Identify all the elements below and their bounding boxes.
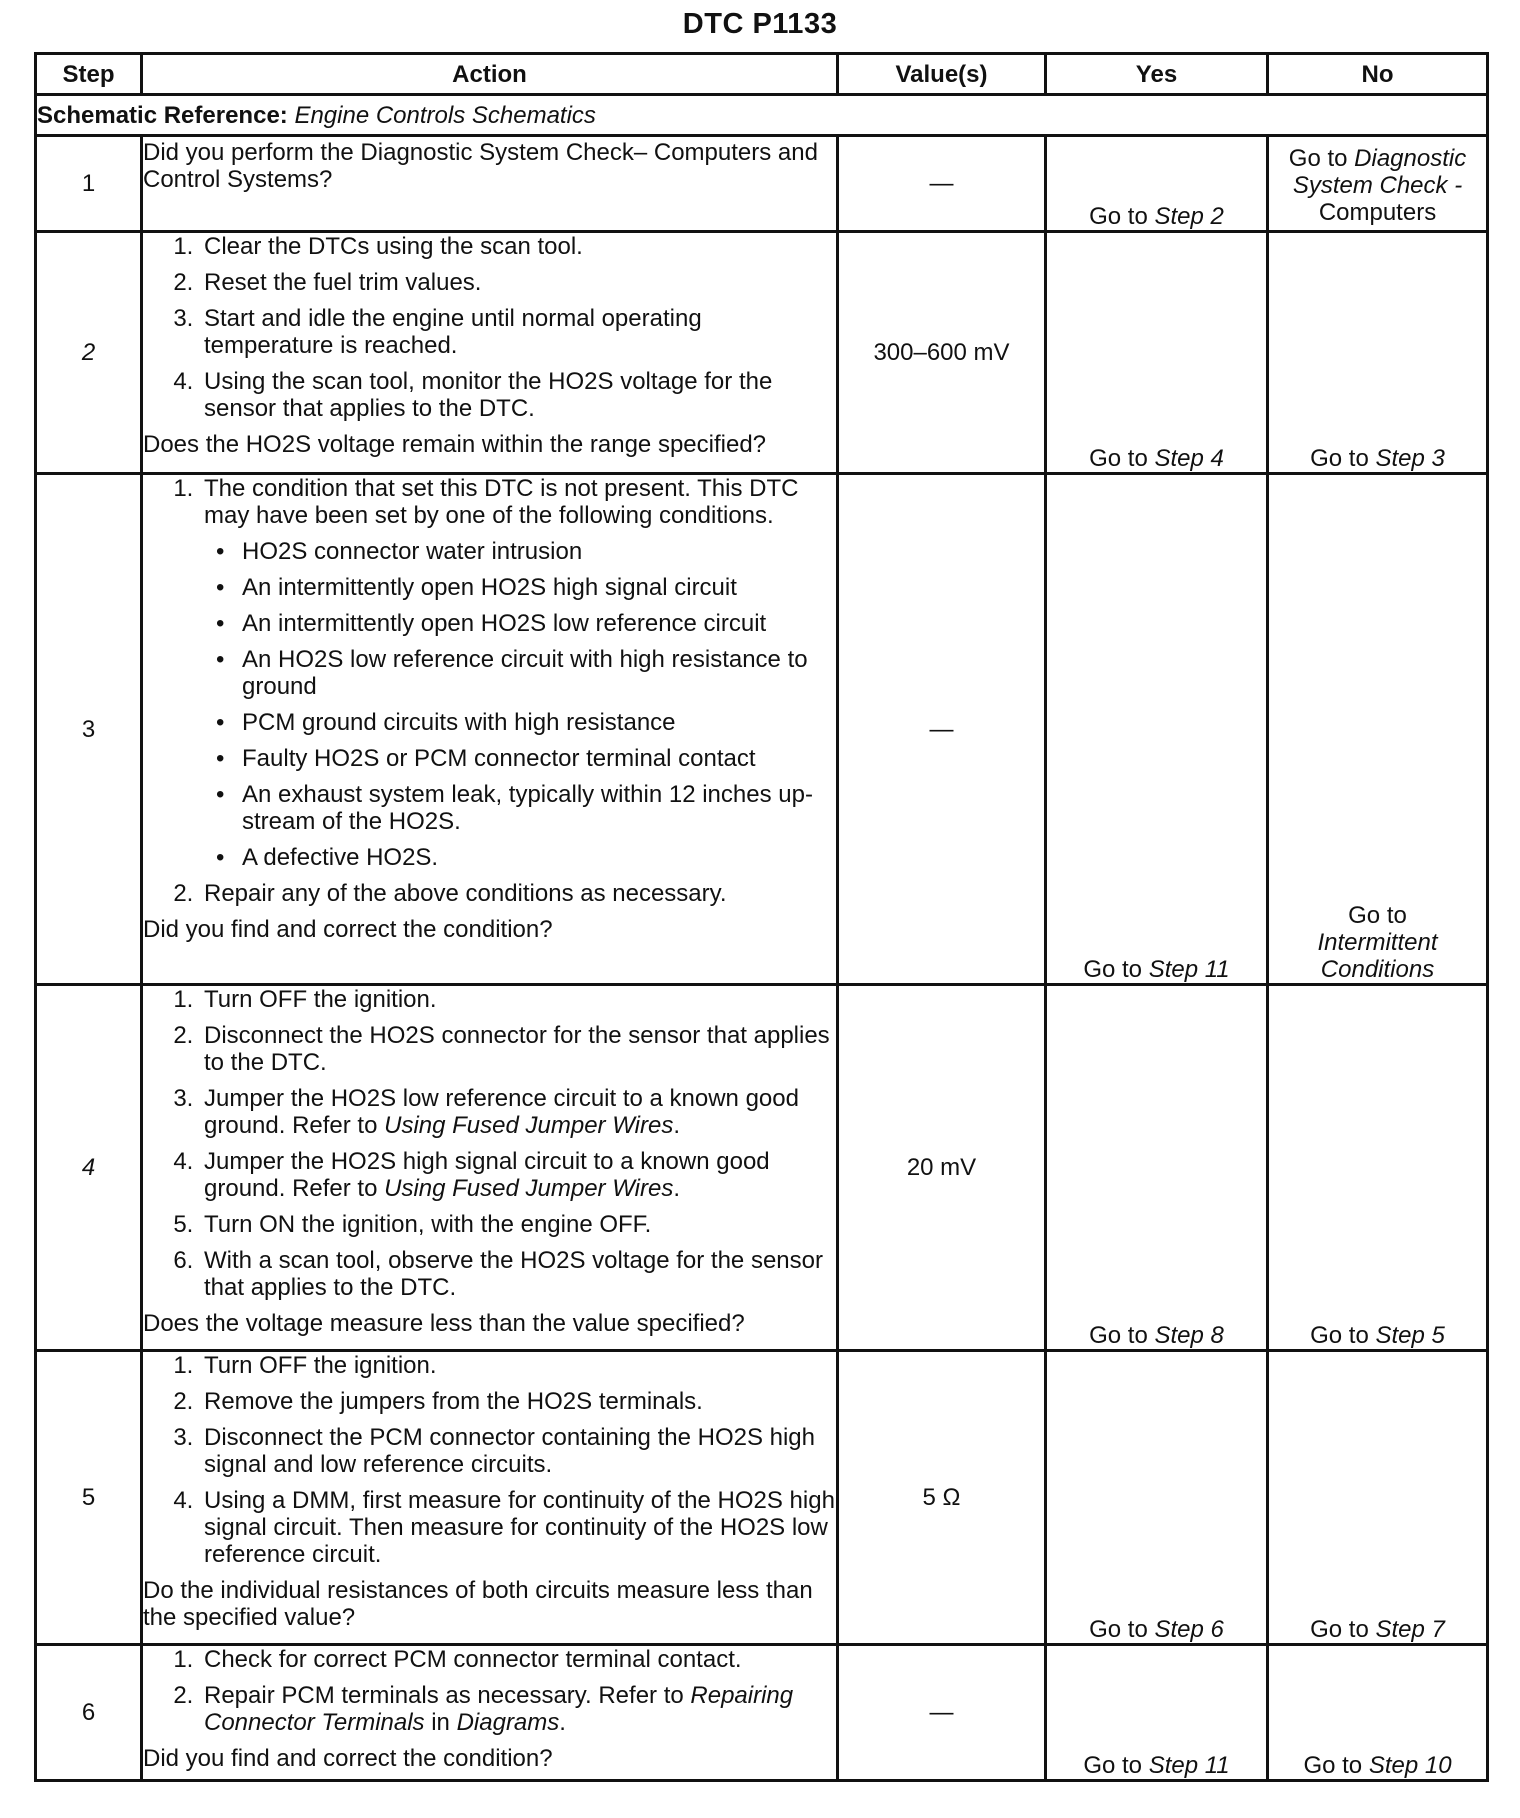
action-cell bbox=[142, 232, 838, 474]
condition-item: • Faulty HO2S or PCM connector terminal contact bbox=[238, 745, 836, 772]
action-item: 1. Turn OFF the ignition. bbox=[200, 986, 836, 1013]
condition-item: • A defective HO2S. bbox=[238, 844, 836, 871]
goto-step-link[interactable]: Step 2 bbox=[1154, 203, 1224, 230]
yes-cell bbox=[1046, 136, 1268, 232]
step-question: Did you perform the Diagnostic System Check– Computers and Control Systems? bbox=[143, 139, 818, 193]
schematic-reference-link[interactable]: Engine Controls Schematics bbox=[294, 101, 596, 129]
table-row bbox=[36, 136, 1488, 232]
header-row bbox=[36, 54, 1488, 95]
step-number: 4 bbox=[36, 985, 142, 1351]
action-item: 4. Jumper the HO2S high signal circuit to a known good ground. Refer to Using Fused Jumper Wires. bbox=[200, 1148, 836, 1202]
step-question: Does the HO2S voltage remain within the range specified? bbox=[143, 431, 767, 458]
step-number: 1 bbox=[36, 136, 142, 232]
reference-link[interactable]: Diagrams bbox=[456, 1709, 560, 1736]
action-item: 6. With a scan tool, observe the HO2S voltage for the sensor that applies to the DTC. bbox=[200, 1247, 836, 1301]
yes-cell bbox=[1046, 1351, 1268, 1645]
no-cell bbox=[1268, 1645, 1488, 1781]
action-item-text: Repair PCM terminals as necessary. Refer to bbox=[204, 1682, 684, 1709]
goto-diagnostic-system-check-link[interactable]: System Check - bbox=[1292, 172, 1463, 199]
schematic-reference-row bbox=[36, 95, 1488, 136]
header-values: Value(s) bbox=[838, 54, 1046, 95]
goto-intermittent-conditions-link[interactable]: Conditions bbox=[1320, 956, 1435, 983]
goto-intermittent-conditions-link[interactable]: Intermittent bbox=[1317, 929, 1438, 956]
value-cell: — bbox=[838, 1645, 1046, 1781]
goto-prefix: Go to bbox=[1083, 956, 1143, 983]
action-steps bbox=[143, 475, 836, 907]
action-item: 4. Using the scan tool, monitor the HO2S voltage for the sensor that applies to the DTC. bbox=[200, 368, 836, 422]
reference-link[interactable]: Repairing Connector Terminals bbox=[204, 1682, 794, 1736]
page-title: DTC P1133 bbox=[682, 8, 838, 40]
no-cell bbox=[1268, 1351, 1488, 1645]
step-number: 3 bbox=[36, 474, 142, 985]
yes-cell bbox=[1046, 474, 1268, 985]
step-question: Does the voltage measure less than the value specified? bbox=[143, 1310, 745, 1337]
condition-item: • An intermittently open HO2S high signal circuit bbox=[238, 574, 836, 601]
action-cell bbox=[142, 1351, 838, 1645]
action-item: 3. Jumper the HO2S low reference circuit to a known good ground. Refer to Using Fused Jumper Wires. bbox=[200, 1085, 836, 1139]
action-item-text: in bbox=[431, 1709, 450, 1736]
action-item bbox=[200, 475, 836, 871]
header-action: Action bbox=[142, 54, 838, 95]
action-item: 4. Using a DMM, first measure for continuity of the HO2S high signal circuit. Then measure for continuity of the HO2S low reference circuit. bbox=[200, 1487, 836, 1568]
goto-step-link[interactable]: Step 11 bbox=[1148, 1752, 1230, 1779]
condition-item: • An exhaust system leak, typically within 12 inches up-stream of the HO2S. bbox=[238, 781, 836, 835]
action-item: 2. Remove the jumpers from the HO2S terminals. bbox=[200, 1388, 836, 1415]
action-item-text: Jumper the HO2S low reference circuit to a known good ground. Refer to bbox=[204, 1085, 799, 1139]
action-cell bbox=[142, 136, 838, 232]
action-item: 2. Reset the fuel trim values. bbox=[200, 269, 836, 296]
goto-step-link[interactable]: Step 7 bbox=[1375, 1616, 1445, 1643]
condition-item: • PCM ground circuits with high resistance bbox=[238, 709, 836, 736]
action-item-text: Jumper the HO2S high signal circuit to a known good ground. Refer to bbox=[204, 1148, 770, 1202]
reference-link[interactable]: Using Fused Jumper Wires bbox=[384, 1112, 674, 1139]
goto-diagnostic-system-check-link[interactable]: Diagnostic bbox=[1354, 145, 1467, 172]
no-cell bbox=[1268, 232, 1488, 474]
value-cell: 300–600 mV bbox=[838, 232, 1046, 474]
goto-prefix: Go to bbox=[1310, 1616, 1369, 1643]
step-question: Did you find and correct the condition? bbox=[143, 1745, 553, 1772]
goto-prefix: Go to bbox=[1083, 1752, 1143, 1779]
action-item: 2. Repair any of the above conditions as necessary. bbox=[200, 880, 836, 907]
action-item: 2. Repair PCM terminals as necessary. Refer to Repairing Connector Terminals in Diagrams. bbox=[200, 1682, 836, 1736]
no-cell bbox=[1268, 136, 1488, 232]
condition-item: • HO2S connector water intrusion bbox=[238, 538, 836, 565]
yes-cell bbox=[1046, 985, 1268, 1351]
table-row bbox=[36, 985, 1488, 1351]
goto-step-link[interactable]: Step 3 bbox=[1375, 445, 1445, 472]
condition-item: • An intermittently open HO2S low reference circuit bbox=[238, 610, 836, 637]
action-cell bbox=[142, 985, 838, 1351]
goto-prefix: Go to bbox=[1089, 1616, 1148, 1643]
goto-tail: Computers bbox=[1318, 199, 1437, 226]
table-row bbox=[36, 1645, 1488, 1781]
no-cell bbox=[1268, 985, 1488, 1351]
goto-step-link[interactable]: Step 5 bbox=[1375, 1322, 1445, 1349]
goto-step-link[interactable]: Step 8 bbox=[1154, 1322, 1224, 1349]
value-cell: 5 Ω bbox=[838, 1351, 1046, 1645]
goto-prefix: Go to bbox=[1089, 1322, 1148, 1349]
schematic-reference-label: Schematic Reference: bbox=[37, 101, 288, 129]
action-item: 1. Turn OFF the ignition. bbox=[200, 1352, 836, 1379]
value-cell: 20 mV bbox=[838, 985, 1046, 1351]
schematic-reference bbox=[36, 95, 1488, 136]
step-number: 2 bbox=[36, 232, 142, 474]
action-item: 1. Clear the DTCs using the scan tool. bbox=[200, 233, 836, 260]
action-item: 1. Check for correct PCM connector terminal contact. bbox=[200, 1646, 836, 1673]
yes-cell bbox=[1046, 1645, 1268, 1781]
action-item: 5. Turn ON the ignition, with the engine OFF. bbox=[200, 1211, 836, 1238]
condition-item: • An HO2S low reference circuit with high resistance to ground bbox=[238, 646, 836, 700]
header-step: Step bbox=[36, 54, 142, 95]
action-item: 3. Disconnect the PCM connector containing the HO2S high signal and low reference circuits. bbox=[200, 1424, 836, 1478]
goto-step-link[interactable]: Step 6 bbox=[1154, 1616, 1224, 1643]
action-steps bbox=[143, 986, 836, 1301]
step-question: Do the individual resistances of both circuits measure less than the specified value? bbox=[143, 1577, 813, 1631]
action-item: 3. Start and idle the engine until normal operating temperature is reached. bbox=[200, 305, 836, 359]
goto-prefix: Go to bbox=[1310, 1322, 1369, 1349]
goto-prefix: Go to bbox=[1089, 445, 1148, 472]
table-row bbox=[36, 474, 1488, 985]
table-row bbox=[36, 232, 1488, 474]
goto-step-link[interactable]: Step 4 bbox=[1154, 445, 1224, 472]
action-item: 2. Disconnect the HO2S connector for the sensor that applies to the DTC. bbox=[200, 1022, 836, 1076]
action-steps bbox=[143, 1646, 836, 1736]
step-question: Did you find and correct the condition? bbox=[143, 916, 553, 943]
no-cell bbox=[1268, 474, 1488, 985]
goto-step-link[interactable]: Step 11 bbox=[1148, 956, 1230, 983]
yes-cell bbox=[1046, 232, 1268, 474]
step-number: 6 bbox=[36, 1645, 142, 1781]
action-steps bbox=[143, 1352, 836, 1568]
goto-prefix: Go to bbox=[1089, 203, 1148, 230]
value-cell: — bbox=[838, 474, 1046, 985]
header-no: No bbox=[1268, 54, 1488, 95]
reference-link[interactable]: Using Fused Jumper Wires bbox=[384, 1175, 674, 1202]
goto-step-link[interactable]: Step 10 bbox=[1368, 1752, 1452, 1779]
diagnostic-table bbox=[34, 52, 1489, 1782]
action-item-text: The condition that set this DTC is not present. This DTC may have been set by one of the following conditions. bbox=[204, 475, 799, 529]
goto-prefix: Go to bbox=[1310, 445, 1369, 472]
header-yes: Yes bbox=[1046, 54, 1268, 95]
goto-prefix: Go to bbox=[1288, 145, 1348, 172]
action-cell bbox=[142, 1645, 838, 1781]
action-steps bbox=[143, 233, 836, 422]
condition-list bbox=[204, 538, 836, 871]
step-number: 5 bbox=[36, 1351, 142, 1645]
goto-prefix: Go to bbox=[1303, 1752, 1363, 1779]
table-row bbox=[36, 1351, 1488, 1645]
goto-prefix: Go to bbox=[1348, 902, 1407, 929]
value-cell: — bbox=[838, 136, 1046, 232]
action-cell bbox=[142, 474, 838, 985]
